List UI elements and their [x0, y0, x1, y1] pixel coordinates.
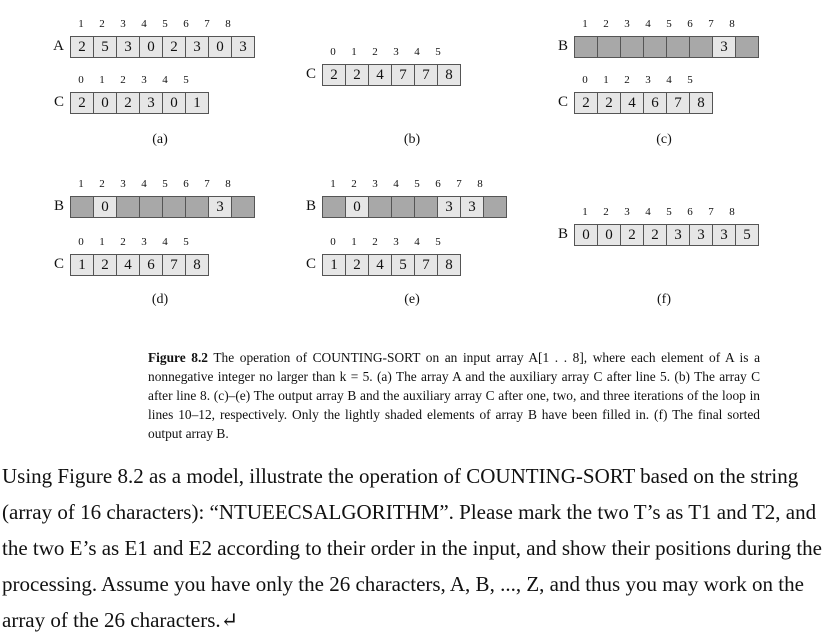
array-index: 1 — [78, 18, 84, 30]
array-index: 2 — [624, 74, 630, 86]
array-cell: 5 — [735, 224, 759, 246]
array-index: 5 — [687, 74, 693, 86]
array-index: 4 — [162, 74, 168, 86]
array-cell: 0 — [162, 92, 186, 114]
array-index: 4 — [645, 18, 651, 30]
array-index: 8 — [225, 18, 231, 30]
array-cell: 7 — [414, 254, 438, 276]
index-row-d-0 — [70, 178, 239, 192]
array-index: 1 — [330, 178, 336, 190]
array-index: 3 — [120, 178, 126, 190]
array-index: 3 — [624, 206, 630, 218]
array-cell: 2 — [574, 92, 598, 114]
array-index: 2 — [120, 74, 126, 86]
array-cell: 6 — [643, 92, 667, 114]
array-name-d-1: C — [53, 256, 64, 272]
array-index: 2 — [120, 236, 126, 248]
array-cell: 7 — [666, 92, 690, 114]
array-index: 7 — [708, 18, 714, 30]
array-cell — [70, 196, 94, 218]
array-index: 7 — [456, 178, 462, 190]
array-e-B — [322, 196, 507, 218]
array-cell: 3 — [437, 196, 461, 218]
array-cell — [643, 36, 667, 58]
array-cell: 1 — [70, 254, 94, 276]
array-a-C — [70, 92, 209, 114]
array-cell — [574, 36, 598, 58]
array-index: 2 — [372, 46, 378, 58]
array-index: 6 — [687, 206, 693, 218]
array-index: 0 — [78, 236, 84, 248]
array-cell: 4 — [368, 254, 392, 276]
index-row-d-1 — [70, 236, 197, 250]
array-index: 0 — [330, 46, 336, 58]
array-cell: 0 — [93, 92, 117, 114]
array-cell: 2 — [643, 224, 667, 246]
array-index: 3 — [141, 74, 147, 86]
array-index: 4 — [414, 236, 420, 248]
array-index: 4 — [162, 236, 168, 248]
array-e-C — [322, 254, 461, 276]
array-cell: 8 — [185, 254, 209, 276]
array-cell: 3 — [231, 36, 255, 58]
array-index: 2 — [603, 206, 609, 218]
array-cell: 5 — [391, 254, 415, 276]
array-index: 1 — [603, 74, 609, 86]
index-row-a-0 — [70, 18, 239, 32]
panel-label-e: (e) — [404, 292, 420, 307]
array-cell: 2 — [322, 64, 346, 86]
array-cell: 7 — [414, 64, 438, 86]
array-cell: 4 — [620, 92, 644, 114]
array-cell — [162, 196, 186, 218]
array-cell: 2 — [162, 36, 186, 58]
array-index: 5 — [435, 236, 441, 248]
array-cell: 3 — [460, 196, 484, 218]
panel-label-b: (b) — [403, 132, 421, 147]
array-f-B — [574, 224, 759, 246]
array-name-b-0: C — [305, 66, 316, 82]
array-index: 4 — [141, 18, 147, 30]
panel-label-c: (c) — [656, 132, 672, 147]
array-cell — [620, 36, 644, 58]
array-cell — [689, 36, 713, 58]
array-index: 8 — [477, 178, 483, 190]
array-index: 4 — [141, 178, 147, 190]
index-row-f-0 — [574, 206, 743, 220]
array-name-d-0: B — [53, 198, 64, 214]
array-index: 1 — [78, 178, 84, 190]
array-index: 3 — [141, 236, 147, 248]
array-cell — [231, 196, 255, 218]
array-cell — [322, 196, 346, 218]
array-index: 1 — [99, 236, 105, 248]
array-index: 6 — [435, 178, 441, 190]
array-index: 6 — [183, 18, 189, 30]
array-cell: 2 — [345, 254, 369, 276]
array-cell — [735, 36, 759, 58]
array-index: 5 — [666, 18, 672, 30]
array-c-C — [574, 92, 713, 114]
array-cell: 0 — [139, 36, 163, 58]
array-cell: 8 — [437, 254, 461, 276]
array-index: 5 — [162, 178, 168, 190]
array-c-B — [574, 36, 759, 58]
array-index: 5 — [435, 46, 441, 58]
array-index: 6 — [183, 178, 189, 190]
array-cell: 0 — [345, 196, 369, 218]
array-cell: 2 — [620, 224, 644, 246]
array-index: 5 — [183, 74, 189, 86]
index-row-b-0 — [322, 46, 449, 60]
array-index: 4 — [414, 46, 420, 58]
array-cell — [414, 196, 438, 218]
index-row-e-1 — [322, 236, 449, 250]
array-cell: 2 — [70, 36, 94, 58]
array-cell: 0 — [574, 224, 598, 246]
array-index: 1 — [351, 236, 357, 248]
array-cell: 3 — [185, 36, 209, 58]
array-index: 1 — [351, 46, 357, 58]
array-index: 0 — [78, 74, 84, 86]
caption-text: The operation of COUNTING-SORT on an input array A[1 . . 8], where each element of A is a nonnegative integer no larger than k = 5. (a) The array A and the auxiliary array C after line 5. (b) The array C after line 8. (c)–(e) The output array B and the auxiliary array C after one, two, and three iterations of the loop in lines 10–12, respectively. Only the lightly shaded elements of array B have been filled in. (f) The final sorted output array B. — [148, 350, 761, 441]
array-name-c-1: C — [557, 94, 568, 110]
array-name-a-0: A — [53, 38, 64, 54]
array-cell: 8 — [437, 64, 461, 86]
array-name-f-0: B — [557, 226, 568, 242]
array-cell: 2 — [93, 254, 117, 276]
array-cell: 3 — [689, 224, 713, 246]
array-index: 8 — [225, 178, 231, 190]
array-cell — [597, 36, 621, 58]
array-cell: 4 — [116, 254, 140, 276]
array-index: 8 — [729, 18, 735, 30]
array-index: 4 — [666, 74, 672, 86]
array-cell: 3 — [666, 224, 690, 246]
array-cell: 3 — [712, 224, 736, 246]
array-index: 7 — [204, 18, 210, 30]
array-index: 6 — [687, 18, 693, 30]
array-index: 3 — [393, 46, 399, 58]
index-row-c-1 — [574, 74, 701, 88]
array-cell — [139, 196, 163, 218]
array-index: 1 — [99, 74, 105, 86]
array-cell — [185, 196, 209, 218]
array-cell: 0 — [93, 196, 117, 218]
array-cell: 5 — [93, 36, 117, 58]
array-cell — [666, 36, 690, 58]
array-cell: 1 — [322, 254, 346, 276]
caption-figure-number: Figure 8.2 — [148, 350, 209, 365]
array-index: 2 — [99, 178, 105, 190]
array-b-C — [322, 64, 461, 86]
array-index: 5 — [183, 236, 189, 248]
array-cell — [368, 196, 392, 218]
array-index: 7 — [708, 206, 714, 218]
array-cell: 0 — [208, 36, 232, 58]
array-cell: 3 — [139, 92, 163, 114]
array-name-e-0: B — [305, 198, 316, 214]
panel-label-d: (d) — [151, 292, 169, 307]
array-index: 4 — [393, 178, 399, 190]
array-cell — [116, 196, 140, 218]
array-index: 1 — [582, 206, 588, 218]
index-row-e-0 — [322, 178, 491, 192]
array-index: 1 — [582, 18, 588, 30]
figure-caption — [148, 348, 760, 443]
panel-label-f: (f) — [657, 292, 671, 307]
array-cell: 7 — [162, 254, 186, 276]
array-cell: 6 — [139, 254, 163, 276]
array-cell: 3 — [712, 36, 736, 58]
panel-label-a: (a) — [152, 132, 168, 147]
array-cell: 2 — [345, 64, 369, 86]
array-cell: 3 — [116, 36, 140, 58]
array-index: 2 — [372, 236, 378, 248]
array-name-a-1: C — [53, 94, 64, 110]
array-index: 7 — [204, 178, 210, 190]
array-index: 2 — [351, 178, 357, 190]
array-index: 0 — [582, 74, 588, 86]
array-index: 2 — [603, 18, 609, 30]
array-cell: 4 — [368, 64, 392, 86]
array-name-c-0: B — [557, 38, 568, 54]
question-text: Using Figure 8.2 as a model, illustrate the operation of COUNTING-SORT based on the string (array of 16 characters): “NTUEECSALGORITHM”. Please mark the two T’s as T1 and T2, and the two E’s as E1 and E2 according to their order in the input, and show their positions during the processing. Assume you have only the 26 characters, A, B, ..., Z, and thus you may work on the array of the 26 characters.↵ — [2, 464, 823, 632]
array-cell: 3 — [208, 196, 232, 218]
array-cell: 8 — [689, 92, 713, 114]
array-cell — [391, 196, 415, 218]
array-index: 3 — [645, 74, 651, 86]
array-d-C — [70, 254, 209, 276]
array-index: 4 — [645, 206, 651, 218]
array-cell: 7 — [391, 64, 415, 86]
array-index: 2 — [99, 18, 105, 30]
array-index: 3 — [372, 178, 378, 190]
array-index: 0 — [330, 236, 336, 248]
array-index: 3 — [624, 18, 630, 30]
array-cell: 2 — [70, 92, 94, 114]
array-a-A — [70, 36, 255, 58]
array-cell: 2 — [597, 92, 621, 114]
array-name-e-1: C — [305, 256, 316, 272]
index-row-a-1 — [70, 74, 197, 88]
array-index: 5 — [414, 178, 420, 190]
array-cell: 0 — [597, 224, 621, 246]
index-row-c-0 — [574, 18, 743, 32]
array-index: 3 — [120, 18, 126, 30]
array-d-B — [70, 196, 255, 218]
array-cell — [483, 196, 507, 218]
array-index: 3 — [393, 236, 399, 248]
array-index: 5 — [162, 18, 168, 30]
array-cell: 2 — [116, 92, 140, 114]
array-cell: 1 — [185, 92, 209, 114]
array-index: 8 — [729, 206, 735, 218]
array-index: 5 — [666, 206, 672, 218]
